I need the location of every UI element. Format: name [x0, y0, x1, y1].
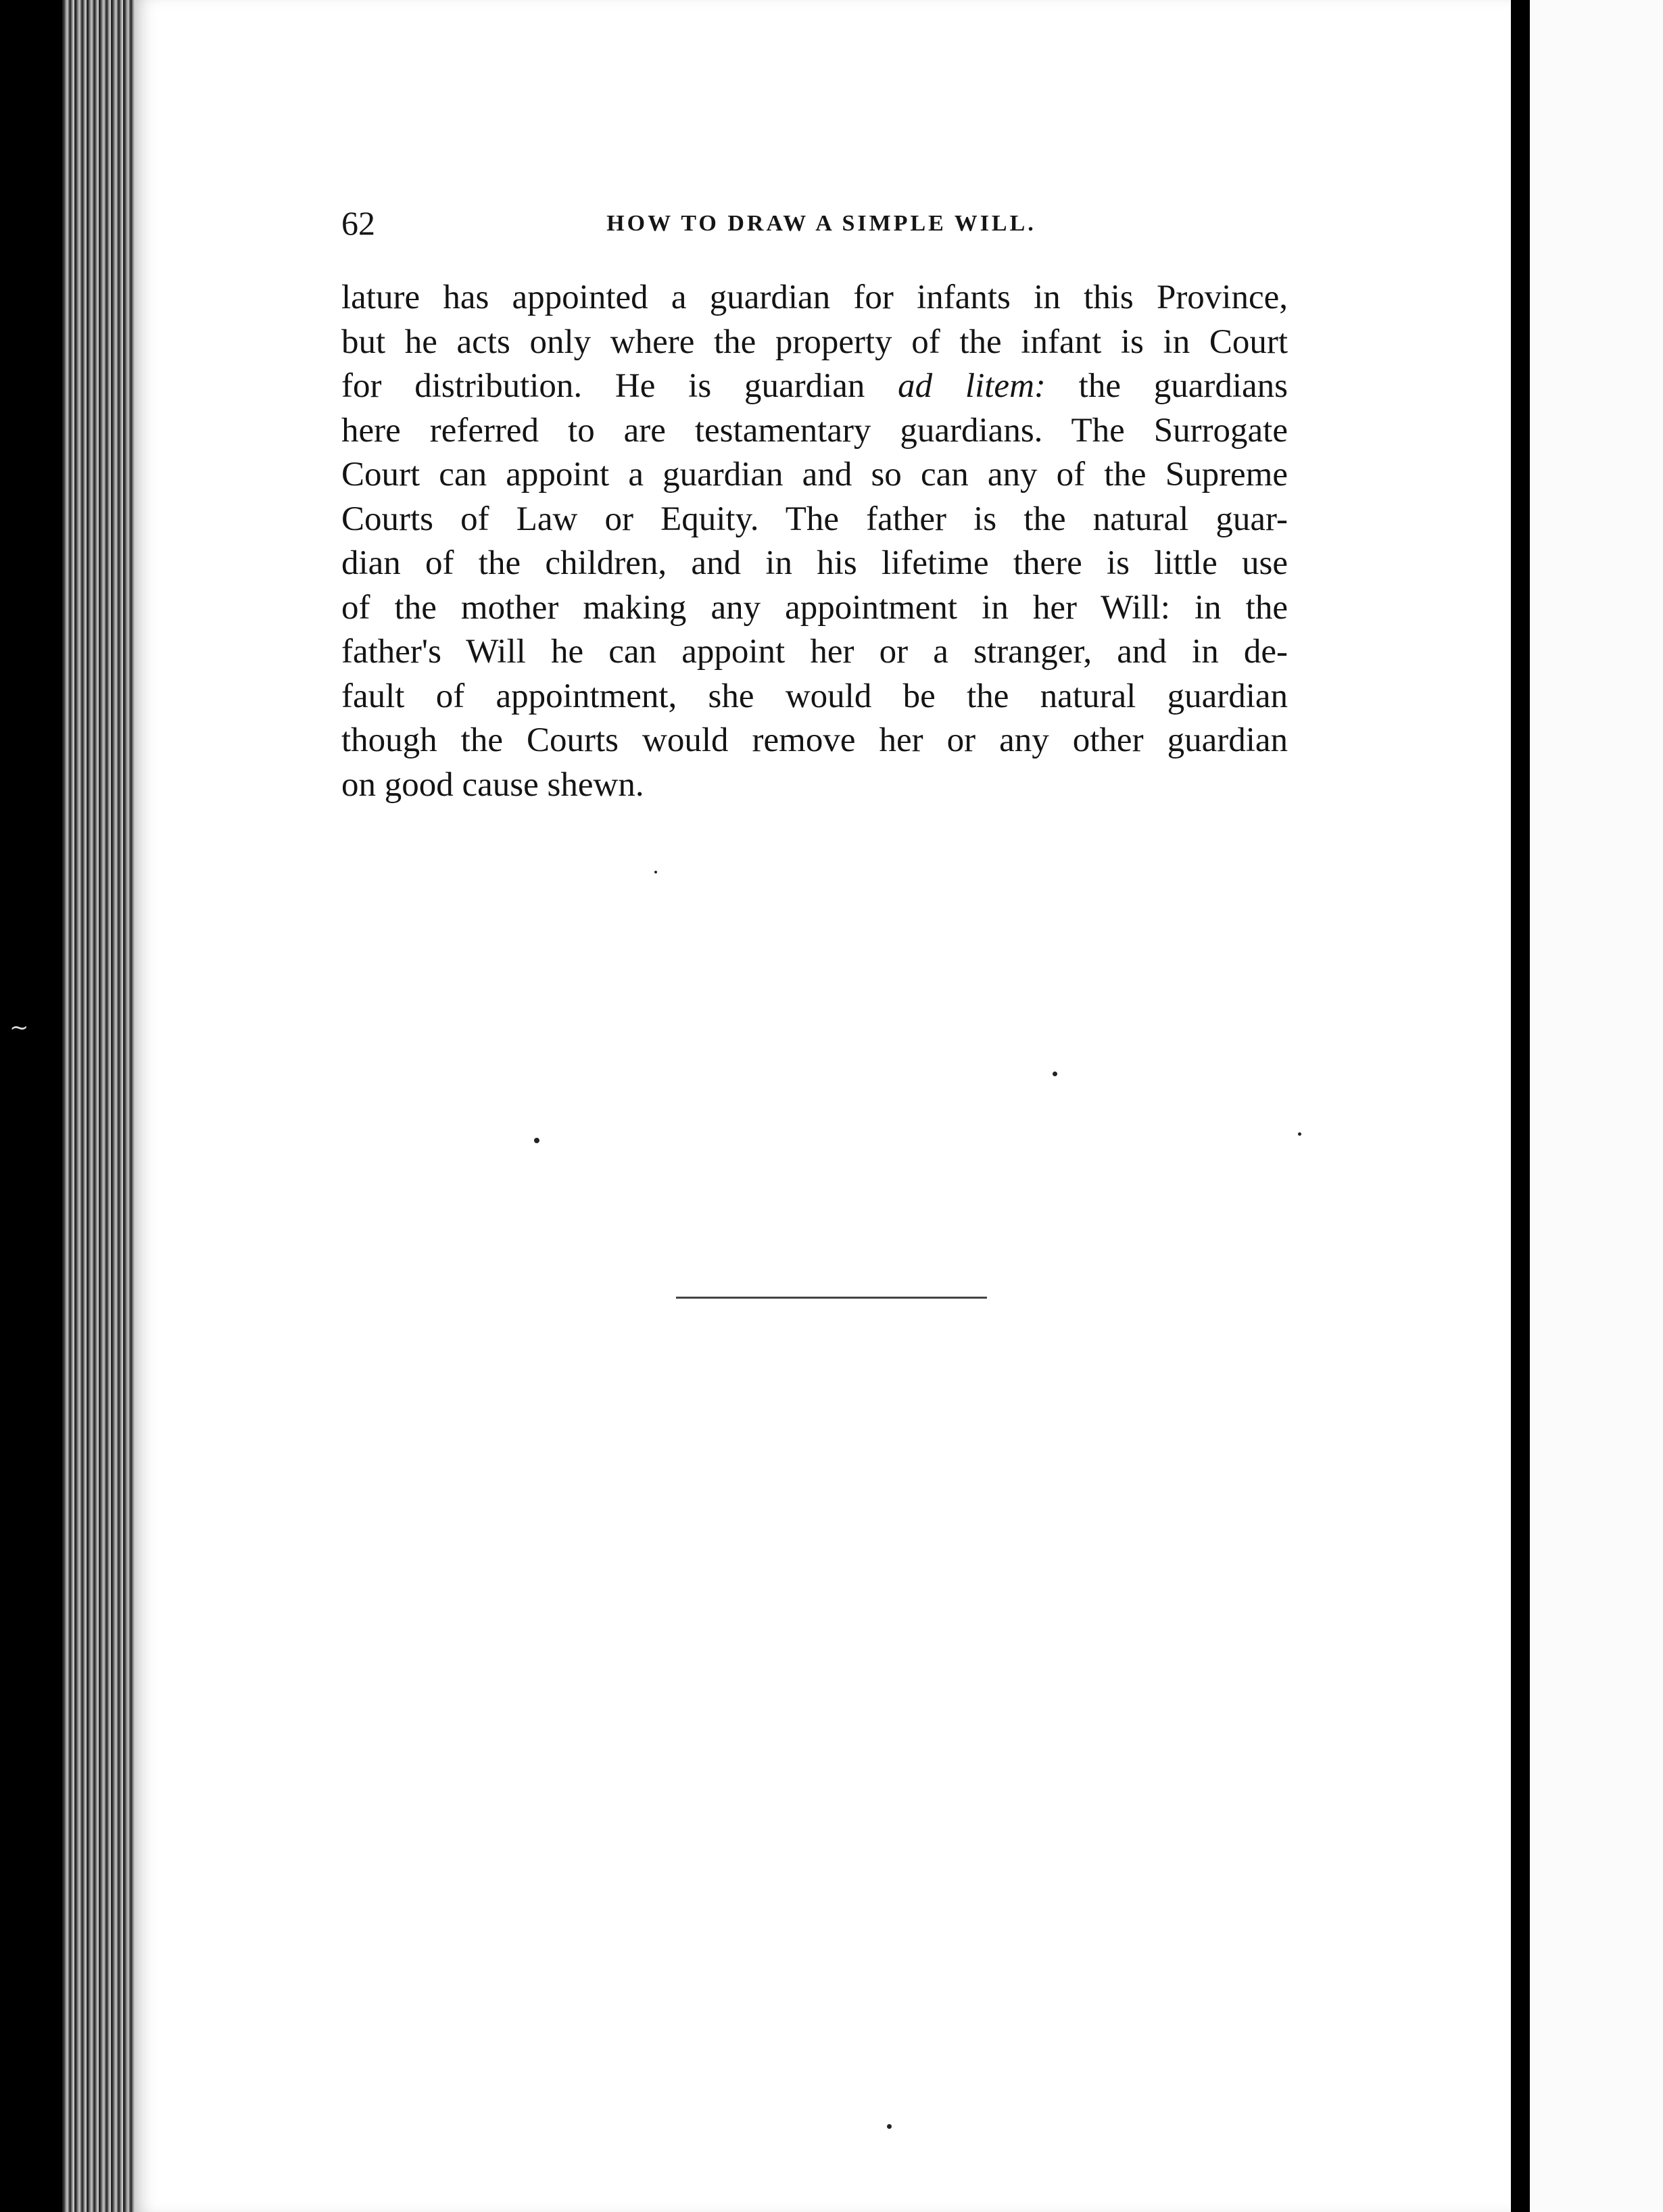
- text-line: here referred to are testamentary guardians. The Surrogate: [341, 411, 1288, 450]
- text-line: on good cause shewn.: [341, 765, 644, 804]
- section-rule: [676, 1297, 987, 1299]
- text-line: [341, 364, 1288, 409]
- paper-speck: [1298, 1132, 1301, 1136]
- text-line: though the Courts would remove her or any other guardian: [341, 721, 1288, 759]
- page-number: 62: [341, 204, 375, 242]
- text-line: fault of appointment, she would be the natural guardian: [341, 677, 1288, 715]
- running-head: [341, 203, 1301, 243]
- facing-page: [1530, 0, 1663, 2212]
- page-edges: [62, 0, 143, 2212]
- running-title: HOW TO DRAW A SIMPLE WILL.: [606, 211, 1036, 236]
- margin-mark: ~: [9, 1014, 29, 1041]
- text-line: of the mother making any appointment in her Will: in the: [341, 588, 1288, 627]
- text-segment: the guardians: [1078, 367, 1288, 405]
- text-line: father's Will he can appoint her or a stranger, and in de-: [341, 633, 1288, 671]
- paper-speck: [887, 2124, 892, 2129]
- paper-speck: [534, 1138, 539, 1143]
- binding-gutter: [1511, 0, 1530, 2212]
- paper-speck: [654, 871, 657, 873]
- text-line: but he acts only where the property of the infant is in Court: [341, 322, 1288, 361]
- text-line: dian of the children, and in his lifetime there is little use: [341, 544, 1288, 582]
- paper-speck: [1053, 1072, 1057, 1076]
- text-segment: for distribution. He is guardian: [341, 367, 865, 405]
- text-line: Court can appoint a guardian and so can any of the Supreme: [341, 456, 1288, 494]
- body-paragraph: [341, 276, 1288, 807]
- text-line: Courts of Law or Equity. The father is the natural guar-: [341, 500, 1288, 538]
- italic-phrase: ad litem:: [898, 367, 1046, 405]
- text-line: lature has appointed a guardian for infants in this Province,: [341, 279, 1288, 316]
